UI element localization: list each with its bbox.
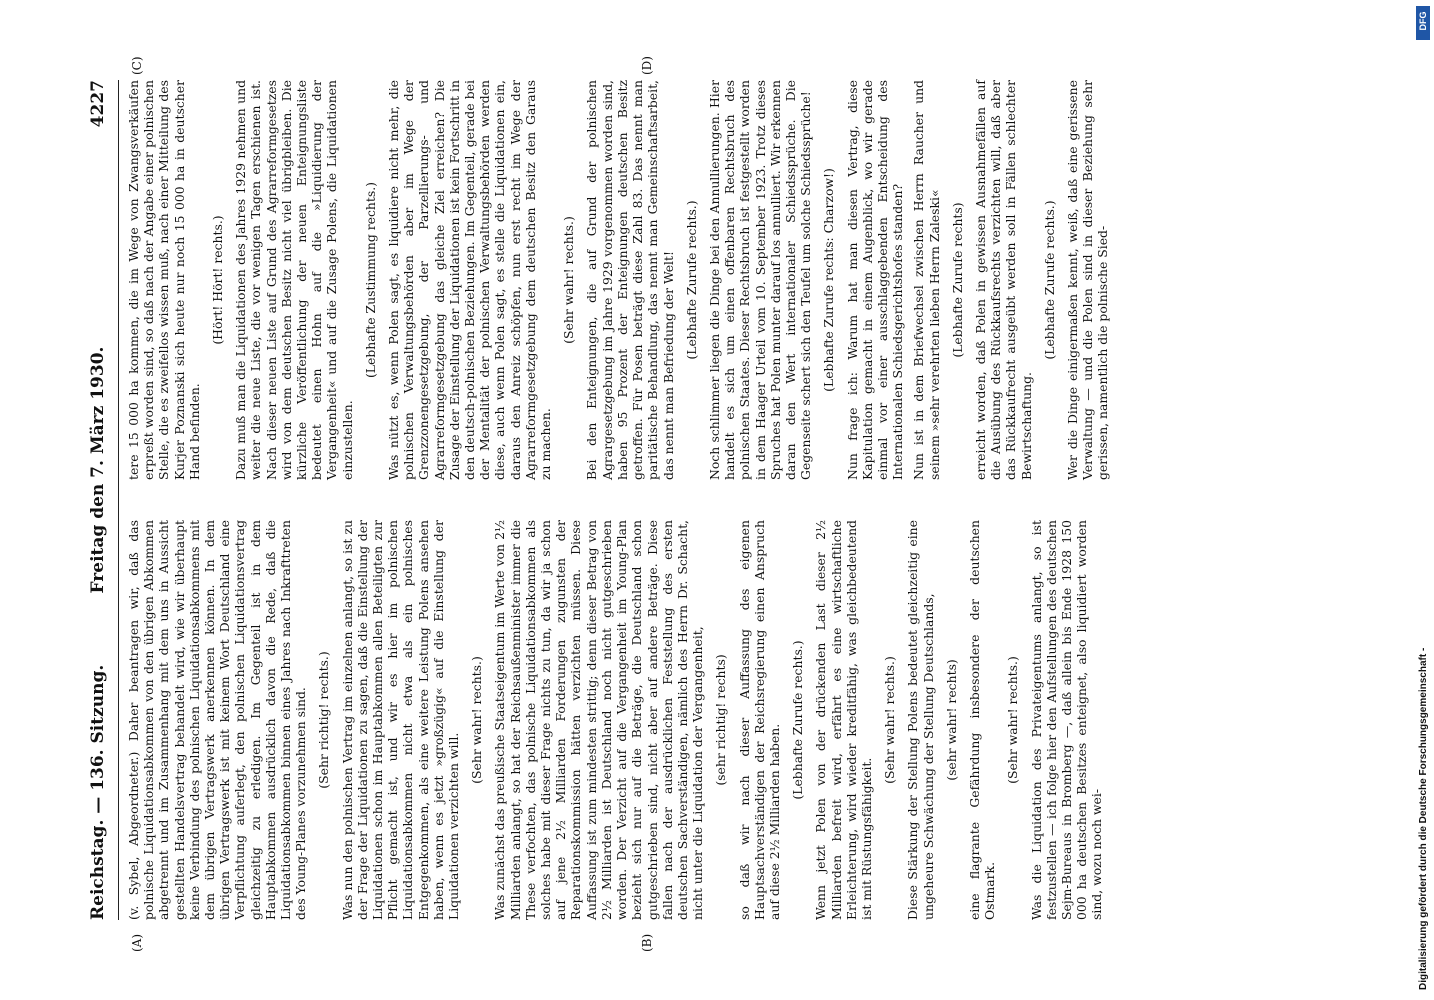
right-text-column xyxy=(126,80,1117,480)
interjection: (Hört! Hört! rechts.) xyxy=(210,215,226,345)
interjection: (Sehr richtig! rechts.) xyxy=(316,651,332,789)
paragraph: Wer die Dinge einigermaßen kennt, weiß, daß eine gerissene Verwaltung — und die Polen sind in dieser Beziehung sehr gerissen, namentlich die polnische Sied- xyxy=(1064,80,1111,480)
left-text-column xyxy=(126,520,1111,920)
header-rule xyxy=(118,80,119,920)
page-header xyxy=(88,80,116,920)
interjection: (Lebhafte Zustimmung rechts.) xyxy=(362,181,378,379)
paragraph: Noch schlimmer liegen die Dinge bei den Annullierungen. Hier handelt es sich um einen offenbaren Rechtsbruch des polnischen Staates. Dieser Rechtsbruch ist festgestellt worden in dem Haager Urteil vom 10. September 1923. Trotz dieses Spruches hat Polen munter darauf los annulliert. Wir erkennen daran den Wert internationaler Schiedssprüche. Die Gegenseite schert sich den Teufel um solche Schiedssprüche! xyxy=(706,80,814,480)
dfg-logo xyxy=(1416,6,1430,40)
paragraph: Was die Liquidation des Privateigentums anlangt, so ist festzustellen — ich folge hier den Aufstellungen des deutschen Sejm-Bureaus in Bromberg —, daß allein bis Ende 1928 150 000 ha deutschen Besitzes enteignet, also liquidiert worden sind, wozu noch wei- xyxy=(1028,520,1105,920)
header-page-number: 4227 xyxy=(88,80,108,128)
interjection: (Sehr wahr! rechts.) xyxy=(882,656,898,784)
interjection: (Lebhafte Zurufe rechts: Charzow!) xyxy=(821,168,837,392)
paragraph: tere 15 000 ha kommen, die im Wege von Zwangsverkäufen erpreßt worden sind, so daß nach der Angabe einer polnischen Stelle, die es zweifellos wissen muß, nach einer Mitteilung des Kurjer Poznanski sich heute nur noch 15 000 ha in deutscher Hand befinden. xyxy=(126,80,202,480)
interjection: (Lebhafte Zurufe rechts.) xyxy=(1041,200,1057,360)
paragraph: Was zunächst das preußische Staatseigentum im Werte von 2½ Milliarden anlangt, so hat der Reichsaußenminister immer die These verfochten, das polnische Liquidationsabkommen als solches habe mit dieser Frage nichts zu tun, da wir ja schon auf jene 2½ Milliarden Forderungen zugunsten der Reparationskommission hätten verzichten müssen. Diese Auffassung ist zum mindesten strittig; denn dieser Betrag von 2½ Milliarden ist Deutschland noch nicht gutgeschrieben worden. Der Verzicht auf die Vergangenheit im Young-Plan bezieht sich nur auf die Beträge, die Deutschland schon gutgeschrieben sind, nicht aber auf andere Beträge. Diese fallen nach der ausdrücklichen Feststellung des ersten deutschen Sachverständigen, nämlich des Herrn Dr. Schacht, nicht unter die Liquidation der Vergangenheit, xyxy=(492,520,706,920)
paragraph: Nun frage ich: Warum hat man diesen Vertrag, diese Kapitulation gemacht in einem Augenblick, wo wir gerade einmal vor einer ausschlaggebenden Entscheidung des Internationalen Schiedsgerichtshofes standen? xyxy=(844,80,906,480)
paragraph: Dazu muß man die Liquidationen des Jahres 1929 nehmen und weiter die neue Liste, die vor wenigen Tagen erschienen ist. Nach dieser neuen Liste auf Grund des Agrarreformgesetzes wird von dem deutschen Besitz nicht viel übrigbleiben. Die kürzliche Veröffentlichung der neuen Enteignungsliste bedeutet einen Hohn auf die »Liquidierung der Vergangenheit« und auf die Zusage Polens, die Liquidationen einzustellen. xyxy=(233,80,355,480)
paragraph: eine flagrante Gefährdung insbesondere der deutschen Ostmark. xyxy=(966,520,998,920)
paragraph: erreicht worden, daß Polen in gewissen Ausnahmefällen auf die Ausübung des Rückkaufsrechts verzichten will, daß aber das Rückkaufrecht ausgeübt werden soll in Fällen schlechter Bewirtschaftung. xyxy=(972,80,1034,480)
interjection: (Sehr wahr! rechts.) xyxy=(561,216,577,344)
header-session: Reichstag. — 136. Sitzung. xyxy=(88,664,108,920)
paragraph: Nun ist in dem Briefwechsel zwischen Herrn Raucher und seinem »sehr verehrten lieben Herrn Zaleski« xyxy=(911,80,942,480)
interjection: (Lebhafte Zurufe rechts) xyxy=(949,202,965,358)
paragraph: Diese Stärkung der Stellung Polens bedeutet gleichzeitig eine ungeheure Schwächung der Stellung Deutschlands, xyxy=(905,520,936,920)
interjection: (Lebhafte Zurufe rechts.) xyxy=(790,640,806,800)
digitization-sidebar xyxy=(1418,10,1432,990)
paragraph: Was nützt es, wenn Polen sagt, es liquidiere nicht mehr, die polnischen Verwaltungsbehörden aber im Wege der Grenzzonengesetzgebung, der Parzellierungs- und Agrarreformgesetzgebung das gleiche Ziel erreichen? Die Zusage der Einstellung der Liquidationen ist kein Fortschritt in den deutsch-polnischen Beziehungen. Im Gegenteil, gerade bei der Mentalität der polnischen Verwaltungsbehörden werden diese, auch wenn Polen sagt, es stelle die Liquidationen ein, daraus den Anreiz schöpfen, nun erst recht im Wege der Agrarreformgesetzgebung dem deutschen Besitz den Garaus zu machen. xyxy=(386,80,554,480)
digitization-credit: Digitalisierung gefördert durch die Deutsche Forschungsgemeinschaft - xyxy=(1418,647,1429,990)
paragraph: Was nun den polnischen Vertrag im einzelnen anlangt, so ist zu der Frage der Liquidationen zu sagen, daß die Einstellung der Liquidationen schon im Hauptabkommen allen Beteiligten zur Pflicht gemacht ist, und wir es hier im polnischen Liquidationsabkommen nicht etwa als ein polnisches Entgegenkommen, als eine weitere Leistung Polens ansehen haben, wenn es jetzt »großzügig« auf die Einstellung der Liquidationen verzichten will. xyxy=(339,520,462,920)
interjection: (Lebhafte Zurufe rechts.) xyxy=(683,200,699,360)
paragraph: Bei den Enteignungen, die auf Grund der polnischen Agrargesetzgebung im Jahre 1929 vorgenommen worden sind, haben 95 Prozent der Enteignungen deutschen Besitz getroffen. Für Posen beträgt diese Zahl 83. Das nennt man paritätische Behandlung, das nennt man Gemeinschaftsarbeit, das nennt man Befriedung der Welt! xyxy=(584,80,676,480)
paragraph: (v. Sybel, Abgeordneter.) Daher beantragen wir, daß das polnische Liquidationsabkommen von den übrigen Abkommen abgetrennt und im Zusammenhang mit dem uns in Aussicht gestellten Handelsvertrag behandelt wird, wie wir überhaupt keine Verbindung des polnischen Liquidationsabkommens mit dem übrigen Vertragswerk anerkennen können. In dem übrigen Vertragswerk ist mit keinem Wort Deutschland eine Verpflichtung auferlegt, den polnischen Liquidationsvertrag gleichzeitig zu erledigen. Im Gegenteil ist in dem Hauptabkommen ausdrücklich davon die Rede, daß die Liquidationsabkommen binnen eines Jahres nach Inkrafttreten des Young-Planes vorzunehmen sind. xyxy=(126,520,309,920)
dfg-logo-text: DFG xyxy=(1418,11,1428,31)
interjection: (Sehr wahr! rechts.) xyxy=(1005,656,1021,784)
interjection: (sehr wahr! rechts) xyxy=(943,659,959,781)
paragraph: Wenn jetzt Polen von der drückenden Last dieser 2½ Milliarden befreit wird, erfährt es eine wirtschaftliche Erleichterung, wird wieder kreditfähig, was gleichbedeutend ist mit Rüstungsfähigkeit. xyxy=(813,520,874,920)
interjection: (Sehr wahr! rechts.) xyxy=(469,656,485,784)
margin-marker-a: (A) xyxy=(130,933,144,952)
margin-marker-d: (D) xyxy=(640,56,654,75)
paragraph: so daß wir nach dieser Auffassung des eigenen Hauptsachverständigen der Reichsregierung einen Anspruch auf diese 2½ Milliarden haben. xyxy=(736,520,782,920)
margin-marker-b: (B) xyxy=(640,933,654,952)
header-date: Freitag den 7. März 1930. xyxy=(88,346,108,594)
margin-marker-c: (C) xyxy=(130,56,144,75)
interjection: (sehr richtig! rechts) xyxy=(713,654,729,786)
